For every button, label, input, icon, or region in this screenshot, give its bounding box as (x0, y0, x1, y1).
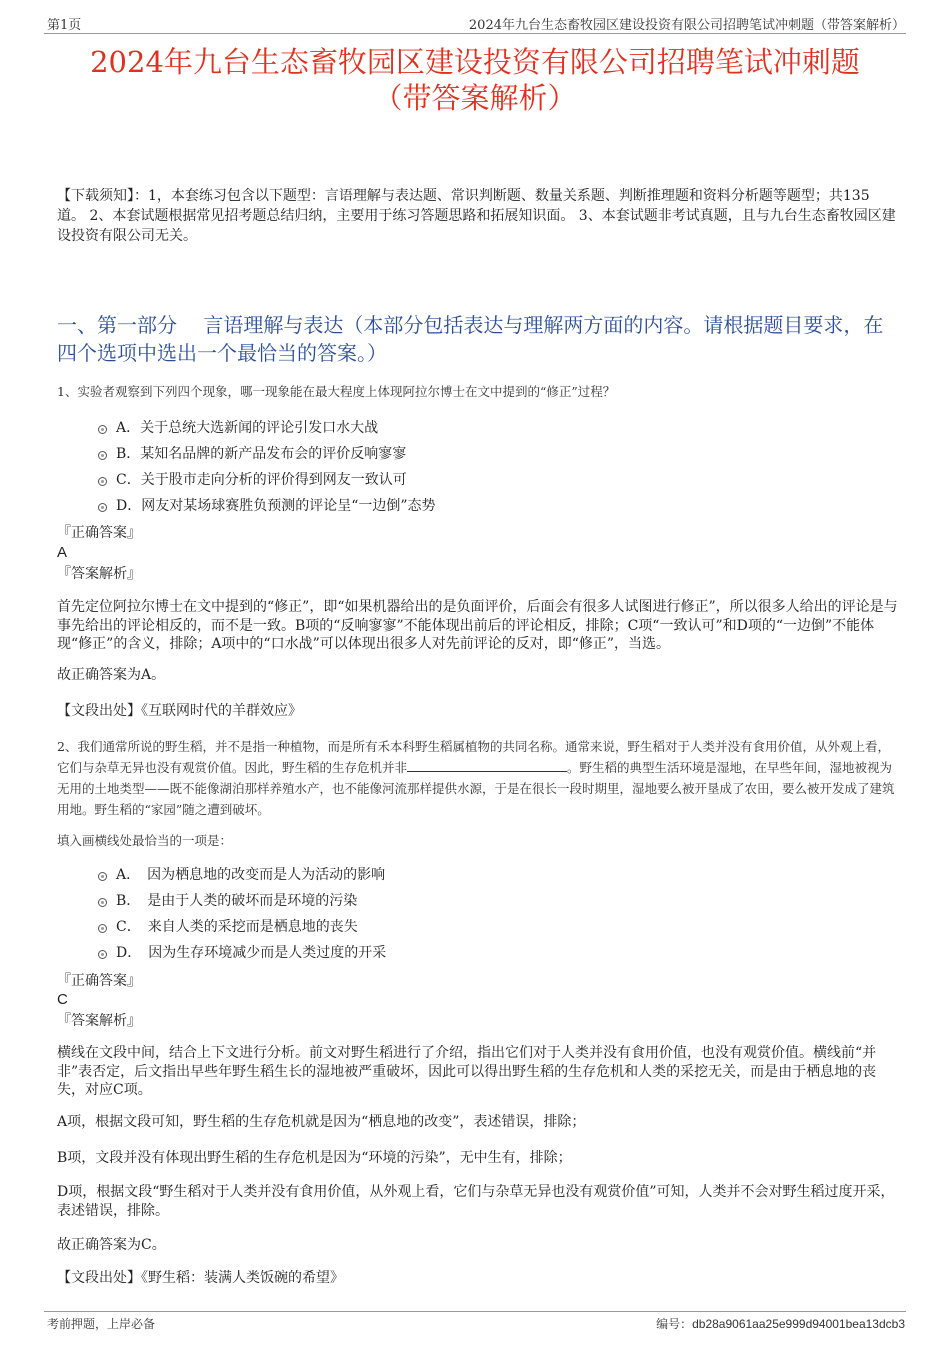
page-title-line1: 2024年九台生态畜牧园区建设投资有限公司招聘笔试冲刺题 (90, 45, 860, 79)
question-1-option-d[interactable]: D．网友对某场球赛胜负预测的评论呈“一边倒”态势 (98, 496, 436, 516)
question-2-answer: C (57, 991, 68, 1008)
footer-slogan: 考前押题，上岸必备 (47, 1317, 156, 1331)
fill-blank (407, 759, 567, 772)
radio-icon[interactable] (98, 872, 107, 881)
radio-icon[interactable] (98, 477, 107, 486)
question-2-analysis-label: 『答案解析』 (57, 1013, 141, 1029)
radio-icon[interactable] (98, 451, 107, 460)
question-2-option-a[interactable]: A． 因为栖息地的改变而是人为活动的影响 (98, 865, 385, 885)
download-notice: 【下载须知】：1，本套练习包含以下题型：言语理解与表达题、常识判断题、数量关系题、判断推理题和资料分析题等题型；共135道。 2、本套试题根据常见招考题总结归纳，主要用于练习答题思路和拓展知识面。 3、本套试题非考试真题，且与九台生态畜牧园区建设投资有限公司无关。 (57, 188, 896, 244)
header-divider (44, 33, 906, 34)
question-1-stem: 1、实验者观察到下列四个现象，哪一现象能在最大程度上体现阿拉尔博士在文中提到的“修正”过程？ (57, 384, 616, 399)
question-1-option-b[interactable]: B．某知名品牌的新产品发布会的评价反响寥寥 (98, 444, 406, 464)
question-2-option-d-note: D项，根据文段“野生稻对于人类并没有食用价值，从外观上看，它们与杂草无异也没有观赏价值”可知，人类并不会对野生稻过度开采，表述错误，排除。 (57, 1184, 895, 1219)
radio-icon[interactable] (98, 950, 107, 959)
question-2-stem: 2、我们通常所说的野生稻，并不是指一种植物，而是所有禾本科野生稻属植物的共同名称。通常来说，野生稻对于人类并没有食用价值，从外观上看，它们与杂草无异也没有观赏价值。因此，野生稻的生存危机并非 。野生稻的典型生活环境是湿地，在早些年间，湿地被视为无用的土地类型——既不能像湖泊那样养殖水产，也不能像河流那样提供水源，于是在很长一段时期里，湿地要么被开垦成了农田，要么被开发成了建筑用地。野生稻的“家园”随之遭到破坏。 (57, 739, 895, 817)
radio-icon[interactable] (98, 898, 107, 907)
question-1-option-a[interactable]: A．关于总统大选新闻的评论引发口水大战 (98, 418, 378, 438)
question-2-option-b-note: B项，文段并没有体现出野生稻的生存危机是因为“环境的污染”，无中生有，排除； (57, 1150, 572, 1166)
radio-icon[interactable] (98, 425, 107, 434)
question-2-source: 【文段出处】《野生稻：装满人类饭碗的希望》 (57, 1270, 344, 1286)
radio-icon[interactable] (98, 924, 107, 933)
question-1-conclusion: 故正确答案为A。 (57, 667, 166, 683)
question-1-source: 【文段出处】《互联网时代的羊群效应》 (57, 703, 302, 719)
page-title-line2: （带答案解析） (373, 81, 577, 115)
question-1-analysis-label: 『答案解析』 (57, 566, 141, 582)
radio-icon[interactable] (98, 503, 107, 512)
question-2-option-b[interactable]: B． 是由于人类的破坏而是环境的污染 (98, 891, 357, 911)
footer-code (656, 1315, 905, 1332)
header-doc-title: 2024年九台生态畜牧园区建设投资有限公司招聘笔试冲刺题（带答案解析） (468, 18, 905, 33)
question-1-option-c[interactable]: C．关于股市走向分析的评价得到网友一致认可 (98, 470, 407, 490)
question-2-analysis: 横线在文段中间，结合上下文进行分析。前文对野生稻进行了介绍，指出它们对于人类并没有食用价值，也没有观赏价值。横线前“并非”表否定，后文指出早些年野生稻生长的湿地被严重破坏，因此可以得出野生稻的生存危机和人类的采挖无关，而是由于栖息地的丧失，对应C项。 (57, 1045, 877, 1098)
question-2-option-a-note: A项，根据文段可知，野生稻的生存危机就是因为“栖息地的改变”，表述错误，排除； (57, 1114, 586, 1130)
question-1-analysis: 首先定位阿拉尔博士在文中提到的“修正”，即“如果机器给出的是负面评价，后面会有很多人试图进行修正”，所以很多人给出的评论是与事先给出的评论相反的，而不是一致。B项的“反响寥寥”不能体现出前后的评论相反，排除；C项“一致认可”和D项的“一边倒”不能体现“修正”的含义，排除；A项中的“口水战”可以体现出很多人对先前评论的反对，即“修正”，当选。 (57, 599, 898, 652)
footer-code-label: 编号： (656, 1317, 693, 1331)
question-2-correct-answer-label: 『正确答案』 (57, 973, 141, 989)
question-1-correct-answer-label: 『正确答案』 (57, 525, 141, 541)
footer-divider (44, 1311, 906, 1312)
question-1-answer: A (57, 544, 68, 561)
footer-code-value: db28a9061aa25e999d94001bea13dcb3 (692, 1317, 905, 1331)
question-2-option-c[interactable]: C． 来自人类的采挖而是栖息地的丧失 (98, 917, 358, 937)
question-2-conclusion: 故正确答案为C。 (57, 1237, 166, 1253)
page-number: 第1页 (47, 18, 82, 33)
question-2-prompt: 填入画横线处最恰当的一项是： (57, 833, 233, 848)
page-title (40, 44, 910, 116)
section-heading: 一、第一部分 言语理解与表达（本部分包括表达与理解两方面的内容。请根据题目要求，在四个选项中选出一个最恰当的答案。） (57, 313, 884, 365)
question-2-option-d[interactable]: D． 因为生存环境减少而是人类过度的开采 (98, 943, 386, 963)
